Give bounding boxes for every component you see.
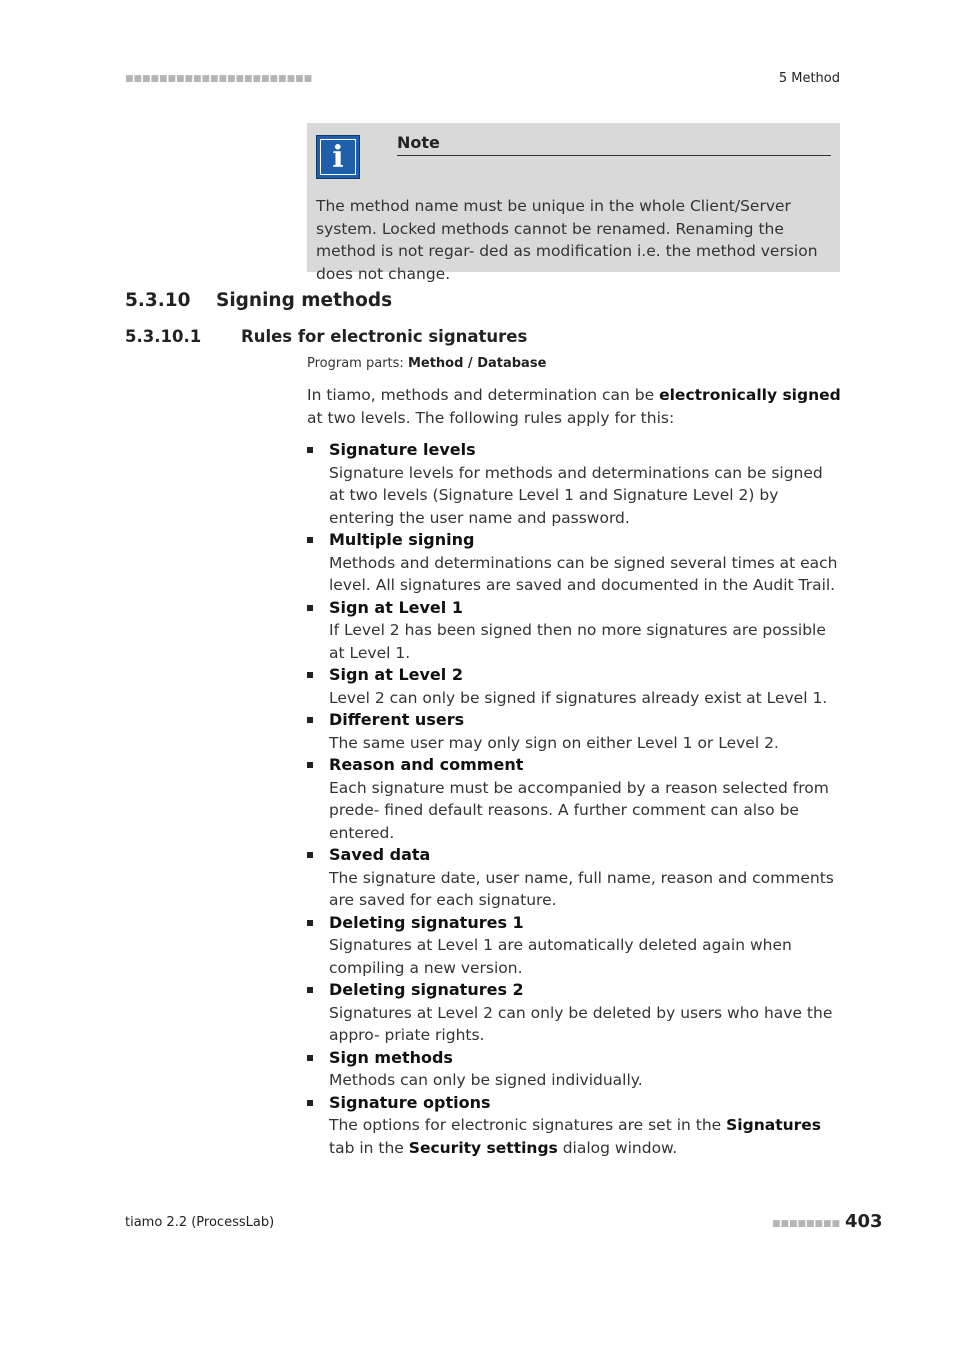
bullet-icon <box>307 987 313 993</box>
section-number: 5.3.10 <box>125 290 191 311</box>
intro-after: at two levels. The following rules apply for this: <box>307 408 675 427</box>
program-parts <box>307 356 546 371</box>
header-decoration: ■■■■■■■■■■■■■■■■■■■■■■ <box>125 74 313 84</box>
intro-before: In tiamo, methods and determination can be <box>307 386 655 404</box>
rule-desc: Signatures at Level 1 are automatically deleted again when compiling a new version. <box>329 936 792 977</box>
rule-desc: Signature levels for methods and determinations can be signed at two levels (Signature Level 1 and Signature Level 2) by entering the user name and password. <box>329 463 823 527</box>
list-item <box>307 844 843 912</box>
rule-desc: Methods can only be signed individually. <box>329 1071 643 1089</box>
rule-title: Different users <box>329 710 465 729</box>
program-parts-label: Program parts: <box>307 356 404 371</box>
section-title: Signing methods <box>216 290 393 311</box>
list-item <box>307 754 843 844</box>
bullet-icon <box>307 605 313 611</box>
subsection-title: Rules for electronic signatures <box>241 327 528 346</box>
program-parts-value: Method / Database <box>407 356 547 371</box>
rule-title: Sign methods <box>329 1047 453 1067</box>
rule-title: Multiple signing <box>329 530 475 549</box>
list-item <box>307 1092 843 1160</box>
rule-desc: Level 2 can only be signed if signatures already exist at Level 1. <box>329 688 828 707</box>
rule-desc: Each signature must be accompanied by a reason selected from prede- fined default reasons. A further comment can also be entered. <box>329 778 829 842</box>
list-item <box>307 912 843 980</box>
rule-desc: The options for electronic signatures are set in the Signatures tab in the Security settings dialog window. <box>329 1116 822 1157</box>
list-item <box>307 529 843 597</box>
bullet-icon <box>307 762 313 768</box>
rule-title: Signature options <box>329 1092 491 1112</box>
rule-desc: Signatures at Level 2 can only be deleted by users who have the appro- priate rights. <box>329 1003 833 1044</box>
bullet-icon <box>307 672 313 678</box>
footer-decoration: ■■■■■■■■ <box>772 1219 841 1229</box>
note-divider <box>397 155 831 156</box>
intro-paragraph <box>307 384 843 429</box>
list-item <box>307 439 843 529</box>
subsection-number: 5.3.10.1 <box>125 327 202 346</box>
bullet-icon <box>307 1055 313 1061</box>
rule-title: Sign at Level 1 <box>329 597 463 617</box>
bullet-icon <box>307 920 313 926</box>
rule-title: Reason and comment <box>329 755 524 774</box>
info-icon: i <box>316 135 360 179</box>
header-chapter: 5 Method <box>778 71 840 86</box>
intro-bold: electronically signed <box>659 386 841 404</box>
rule-desc: The signature date, user name, full name, reason and comments are saved for each signature. <box>329 868 834 909</box>
rule-title: Deleting signatures 1 <box>329 912 524 932</box>
rule-title: Deleting signatures 2 <box>329 980 524 999</box>
list-item <box>307 1047 843 1092</box>
rules-list <box>307 439 843 1159</box>
list-item <box>307 979 843 1047</box>
subsection-heading <box>125 327 527 346</box>
rule-title: Signature levels <box>329 440 476 459</box>
footer-product: tiamo 2.2 (ProcessLab) <box>125 1215 275 1230</box>
rule-title: Saved data <box>329 845 431 864</box>
bullet-icon <box>307 717 313 723</box>
rule-desc: The same user may only sign on either Level 1 or Level 2. <box>329 733 779 752</box>
note-text: The method name must be unique in the whole Client/Server system. Locked methods cannot be renamed. Renaming the method is not regar- ded as modification i.e. the method version does not change. <box>316 197 818 283</box>
rule-desc: If Level 2 has been signed then no more signatures are possible at Level 1. <box>329 621 826 662</box>
page-number: 403 <box>845 1211 883 1232</box>
bullet-icon <box>307 447 313 453</box>
list-item <box>307 664 843 709</box>
rule-desc: Methods and determinations can be signed several times at each level. All signatures are saved and documented in the Audit Trail. <box>329 553 838 594</box>
bullet-icon <box>307 537 313 543</box>
rule-title: Sign at Level 2 <box>329 665 463 684</box>
bullet-icon <box>307 1100 313 1106</box>
section-heading <box>125 290 392 311</box>
note-box <box>307 123 840 283</box>
note-title: Note <box>397 133 440 152</box>
bullet-icon <box>307 852 313 858</box>
list-item <box>307 597 843 665</box>
list-item <box>307 709 843 754</box>
